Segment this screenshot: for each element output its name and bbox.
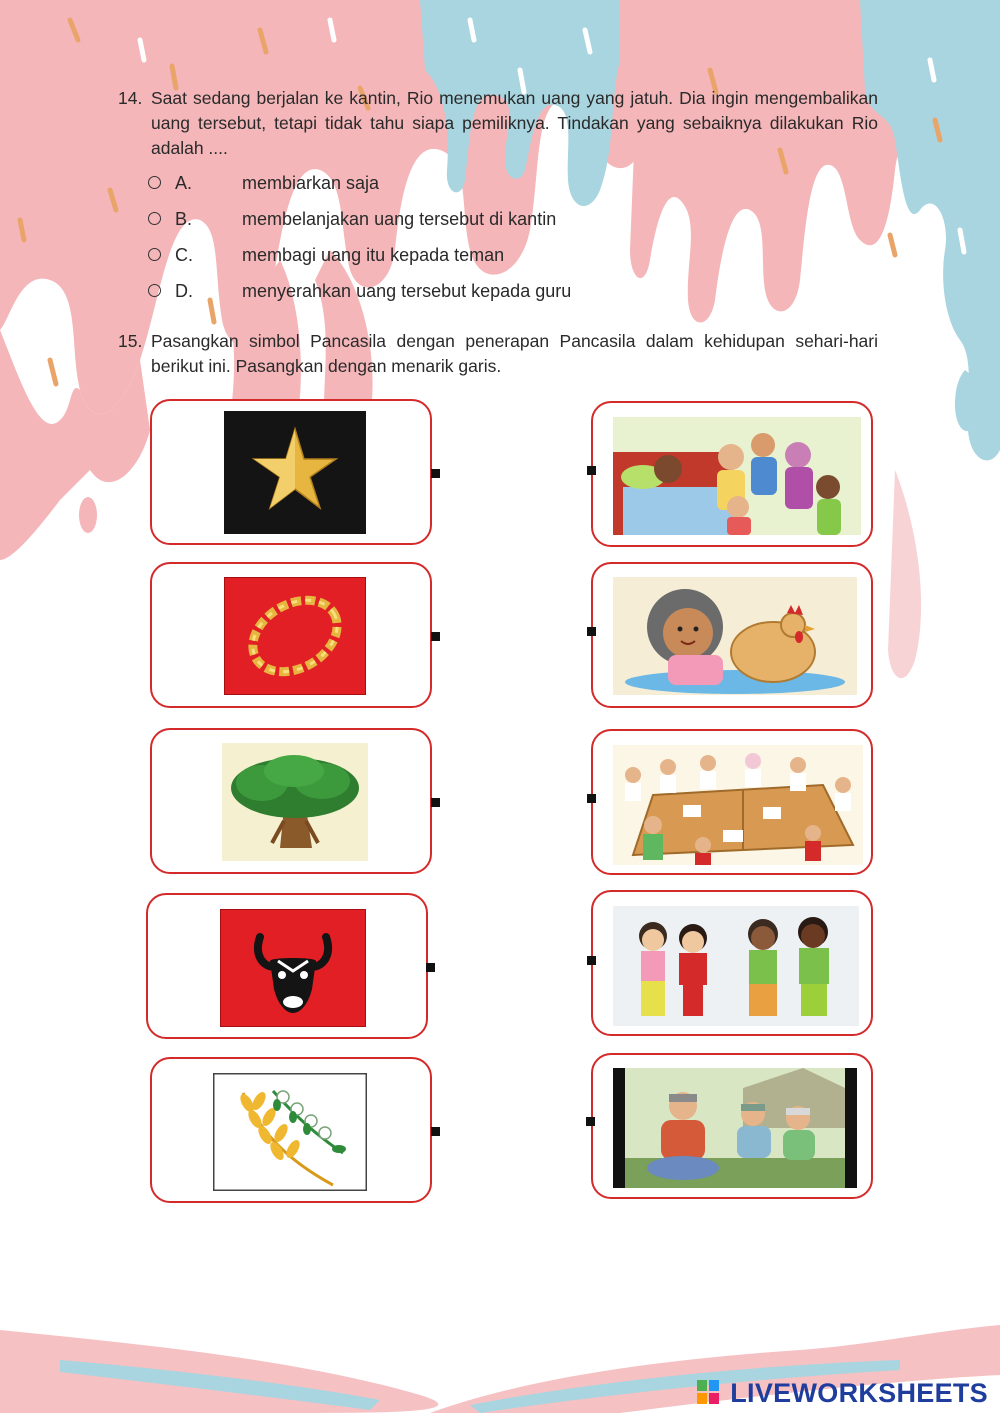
option-letter: B.: [175, 209, 193, 229]
symbol-card-1: [150, 399, 432, 545]
symbol-card-3: [150, 728, 432, 874]
match-dot-left-2[interactable]: [431, 632, 440, 641]
option-letter: D.: [175, 281, 193, 301]
option-text: membelanjakan uang tersebut di kantin: [242, 209, 557, 229]
symbol-card-2: [150, 562, 432, 708]
option-text: membagi uang itu kepada teman: [242, 245, 505, 265]
symbol-card-4: [146, 893, 428, 1039]
picture-card-2: [591, 562, 873, 708]
chain-symbol-icon: [224, 577, 366, 695]
brand-name: LIVEWORKSHEETS: [730, 1378, 988, 1408]
family-visiting-sick-friend-image: [613, 417, 861, 535]
option-letter: C.: [175, 245, 193, 265]
option-text: membiarkan saja: [242, 173, 380, 193]
option-text: menyerahkan uang tersebut kepada guru: [242, 281, 572, 301]
question-text: Pasangkan simbol Pancasila dengan penerapan Pancasila dalam kehidupan sehari-hari berikut ini. Pasangkan dengan menarik garis.: [151, 331, 878, 376]
banyan-tree-symbol-icon: [222, 743, 368, 861]
star-symbol-icon: [224, 411, 366, 534]
match-dot-left-5[interactable]: [431, 1127, 440, 1136]
liveworksheets-logo-icon: [697, 1380, 719, 1404]
children-embracing-friendship-image: [613, 906, 859, 1026]
match-dot-right-3[interactable]: [587, 794, 596, 803]
match-dot-left-1[interactable]: [431, 469, 440, 478]
picture-card-4: [591, 890, 873, 1036]
picture-card-1: [591, 401, 873, 547]
match-dot-right-5[interactable]: [586, 1117, 595, 1126]
rice-cotton-symbol-icon: [213, 1073, 367, 1191]
radio-button[interactable]: [148, 284, 161, 297]
picture-card-5: [591, 1053, 873, 1199]
radio-button[interactable]: [148, 212, 161, 225]
match-dot-left-3[interactable]: [431, 798, 440, 807]
option-b[interactable]: [146, 206, 746, 242]
radio-button[interactable]: [148, 176, 161, 189]
picture-card-3: [591, 729, 873, 875]
bull-head-symbol-icon: [220, 909, 366, 1027]
question-text: Saat sedang berjalan ke kantin, Rio menemukan uang yang jatuh. Dia ingin mengembalikan uang tersebut, tetapi tidak tahu siapa pemiliknya. Tindakan yang sebaiknya dilakukan Rio adalah ....: [151, 88, 878, 158]
answer-options: [146, 170, 746, 314]
children-praying-image: [613, 1068, 857, 1188]
match-dot-right-1[interactable]: [587, 466, 596, 475]
question-15: [118, 329, 878, 379]
question-number: 15.: [118, 331, 143, 351]
match-dot-right-2[interactable]: [587, 627, 596, 636]
classroom-discussion-image: [613, 745, 863, 865]
symbol-card-5: [150, 1057, 432, 1203]
match-dot-left-4[interactable]: [426, 963, 435, 972]
option-letter: A.: [175, 173, 193, 193]
option-a[interactable]: [146, 170, 746, 206]
question-number: 14.: [118, 88, 143, 108]
option-d[interactable]: [146, 278, 746, 314]
match-dot-right-4[interactable]: [587, 956, 596, 965]
radio-button[interactable]: [148, 248, 161, 261]
option-c[interactable]: [146, 242, 746, 278]
question-14: [118, 86, 878, 161]
girl-piggy-bank-saving-image: [613, 577, 857, 695]
